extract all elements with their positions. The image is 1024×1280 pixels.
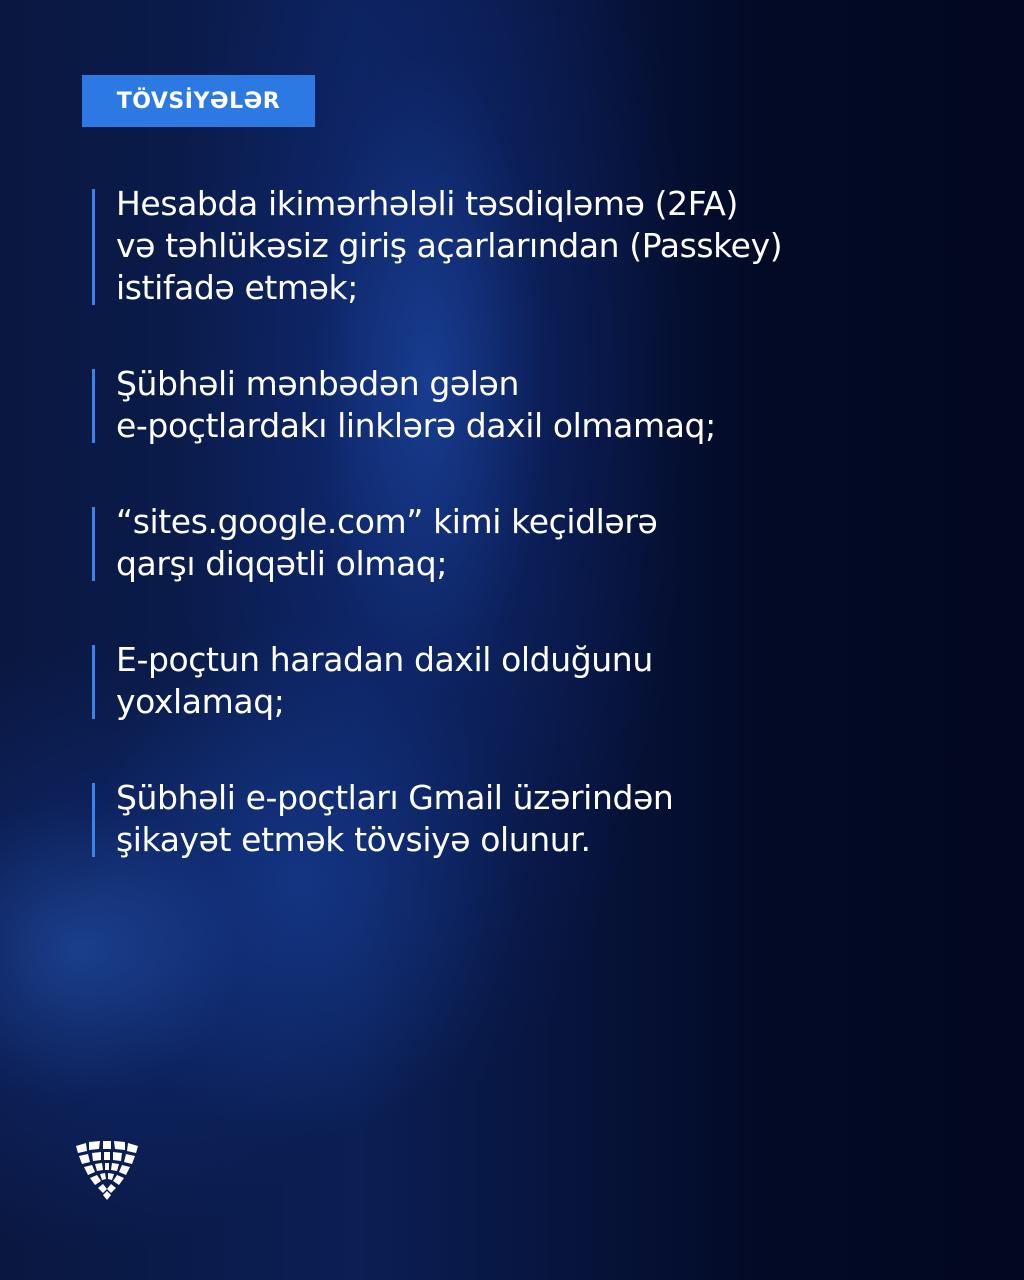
accent-bar [92,369,95,443]
recommendation-text-line: “sites.google.com” kimi keçidlərə [116,502,658,541]
recommendation-text-line: yoxlamaq; [116,682,285,721]
accent-bar [92,783,95,857]
section-tag [82,75,315,127]
recommendation-text-line: şikayət etmək tövsiyə olunur. [116,820,591,859]
recommendation-text-line: Şübhəli e-poçtları Gmail üzərindən [116,778,674,817]
recommendation-text-line: e-poçtlardakı linklərə daxil olmamaq; [116,406,716,445]
accent-bar [92,189,95,305]
shield-logo-icon [74,1140,140,1202]
section-tag-label: TÖVSİYƏLƏR [116,88,281,114]
recommendation-item-4 [92,639,992,723]
recommendation-text-line: Şübhəli mənbədən gələn [116,364,519,403]
accent-bar [92,507,95,581]
recommendation-text-line: və təhlükəsiz giriş açarlarından (Passkey) [116,226,783,265]
recommendation-item-2 [92,363,992,447]
recommendation-item-1 [92,183,992,309]
recommendations-list [92,183,992,915]
recommendation-text-line: qarşı diqqətli olmaq; [116,544,448,583]
recommendation-text-line: Hesabda ikimərhələli təsdiqləmə (2FA) [116,184,738,223]
recommendation-item-3 [92,501,992,585]
recommendation-text-line: istifadə etmək; [116,268,358,307]
recommendation-item-5 [92,777,992,861]
accent-bar [92,645,95,719]
recommendation-text-line: E-poçtun haradan daxil olduğunu [116,640,653,679]
